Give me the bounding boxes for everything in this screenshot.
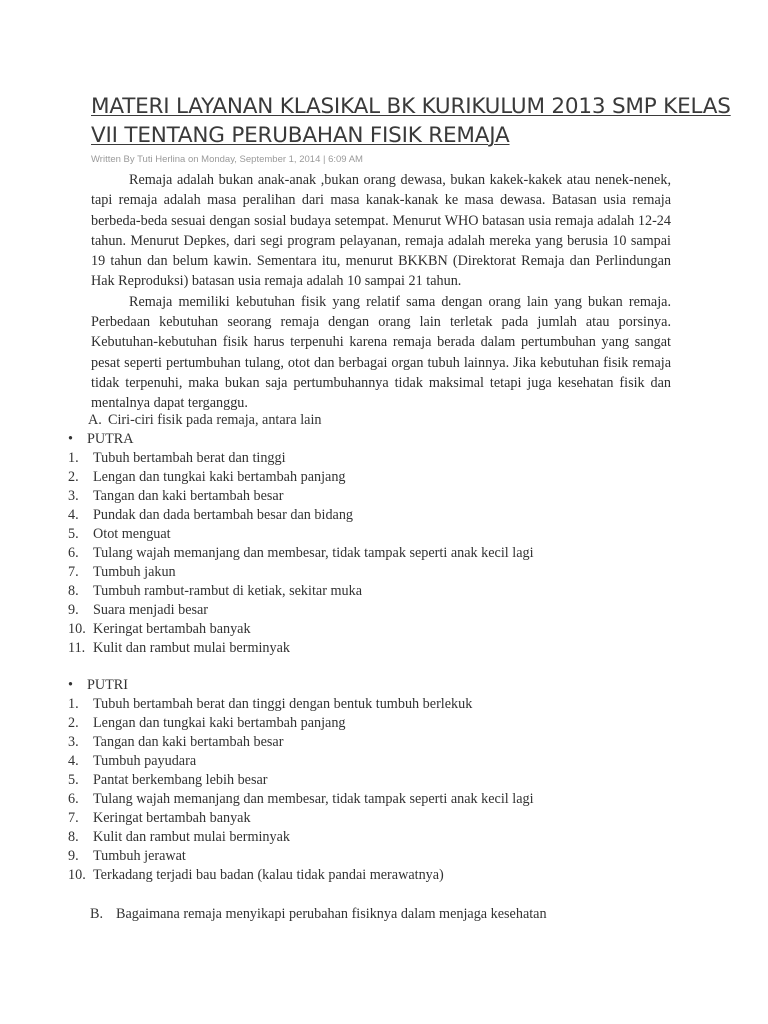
list-item-number: 2.	[68, 469, 79, 485]
list-item-text: Tulang wajah memanjang dan membesar, tidak tampak seperti anak kecil lagi	[93, 545, 534, 561]
list-item-text: Kulit dan rambut mulai berminyak	[93, 829, 291, 845]
list-item-number: 5.	[68, 526, 79, 542]
list-item-text: Tumbuh payudara	[93, 753, 197, 769]
list-item-number: 11.	[68, 640, 86, 656]
list-item-text: Tangan dan kaki bertambah besar	[93, 488, 284, 504]
bullet-icon: •	[68, 677, 73, 693]
list-item-text: Tubuh bertambah berat dan tinggi dengan bentuk tumbuh berlekuk	[93, 696, 473, 712]
list-item-number: 9.	[68, 602, 79, 618]
list-item-number: 7.	[68, 564, 79, 580]
section-a-title: Ciri-ciri fisik pada remaja, antara lain	[108, 412, 322, 428]
list-item-text: Pantat berkembang lebih besar	[93, 772, 268, 788]
list-item-text: Tangan dan kaki bertambah besar	[93, 734, 284, 750]
list-item-number: 2.	[68, 715, 79, 731]
list-item-number: 6.	[68, 791, 79, 807]
bullet-icon: •	[68, 431, 73, 447]
article-body	[91, 170, 671, 414]
list-item-text: Otot menguat	[93, 526, 171, 542]
section-a-marker: A.	[88, 412, 102, 428]
paragraph-needs: Remaja memiliki kebutuhan fisik yang relatif sama dengan orang lain yang bukan remaja. Perbedaan kebutuhan seorang remaja dengan orang lain terletak pada jumlah atau porsinya. Kebutuhan-kebutuhan fisik harus terpenuhi karena remaja berada dalam pertumbuhan yang sangat pesat seperti pertumbuhan tulang, otot dan berbagai organ tubuh lainnya. Jika kebutuhan fisik remaja tidak terpenuhi, maka bukan saja pertumbuhannya tidak maksimal tetapi juga kesehatan fisik dan mentalnya dapat terganggu.	[91, 293, 671, 412]
list-item-text: Keringat bertambah banyak	[93, 810, 251, 826]
list-item-number: 10.	[68, 867, 86, 883]
list-item-number: 7.	[68, 810, 79, 826]
section-b-marker: B.	[90, 906, 104, 922]
list-item-text: Lengan dan tungkai kaki bertambah panjang	[93, 469, 346, 485]
list-item-number: 6.	[68, 545, 79, 561]
list-item-text: Keringat bertambah banyak	[93, 621, 251, 637]
list-item-text: Tumbuh rambut-rambut di ketiak, sekitar muka	[93, 583, 362, 599]
list-item-text: Tumbuh jerawat	[93, 848, 186, 864]
list-item-text: Tulang wajah memanjang dan membesar, tidak tampak seperti anak kecil lagi	[93, 791, 534, 807]
paragraph-definition: Remaja adalah bukan anak-anak ,bukan orang dewasa, bukan kakek-kakek atau nenek-nenek, tapi remaja adalah masa peralihan dari masa kanak-kanak ke masa dewasa. Batasan usia remaja berbeda-beda sesuai dengan sosial budaya setempat. Menurut WHO batasan usia remaja adalah 12-24 tahun. Menurut Depkes, dari segi program pelayanan, remaja adalah mereka yang berusia 10 sampai 19 tahun dan belum kawin. Sementara itu, menurut BKKBN (Direktorat Remaja dan Perlindungan Hak Reproduksi) batasan usia remaja adalah 10 sampai 21 tahun.	[91, 172, 671, 290]
list-item-number: 3.	[68, 734, 79, 750]
post-byline: Written By Tuti Herlina on Monday, September 1, 2014 | 6:09 AM	[91, 154, 363, 165]
putri-label: PUTRI	[87, 677, 128, 693]
list-item-number: 3.	[68, 488, 79, 504]
list-item-text: Tumbuh jakun	[93, 564, 176, 580]
list-item-number: 1.	[68, 450, 79, 466]
list-item-text: Suara menjadi besar	[93, 602, 209, 618]
list-item-number: 5.	[68, 772, 79, 788]
list-item-text: Terkadang terjadi bau badan (kalau tidak pandai merawatnya)	[93, 867, 444, 883]
list-item-number: 8.	[68, 583, 79, 599]
putra-label: PUTRA	[87, 431, 134, 447]
list-item-number: 4.	[68, 507, 79, 523]
list-item-text: Lengan dan tungkai kaki bertambah panjang	[93, 715, 346, 731]
list-item-number: 4.	[68, 753, 79, 769]
page-title: MATERI LAYANAN KLASIKAL BK KURIKULUM 2013 SMP KELAS VII TENTANG PERUBAHAN FISIK REMAJA	[91, 94, 731, 148]
list-item-text: Kulit dan rambut mulai berminyak	[93, 640, 291, 656]
list-item-number: 8.	[68, 829, 79, 845]
list-item-number: 9.	[68, 848, 79, 864]
list-item-number: 1.	[68, 696, 79, 712]
section-b-title: Bagaimana remaja menyikapi perubahan fisiknya dalam menjaga kesehatan	[116, 906, 547, 922]
list-item-text: Tubuh bertambah berat dan tinggi	[93, 450, 286, 466]
list-item-text: Pundak dan dada bertambah besar dan bidang	[93, 507, 354, 523]
list-item-number: 10.	[68, 621, 86, 637]
